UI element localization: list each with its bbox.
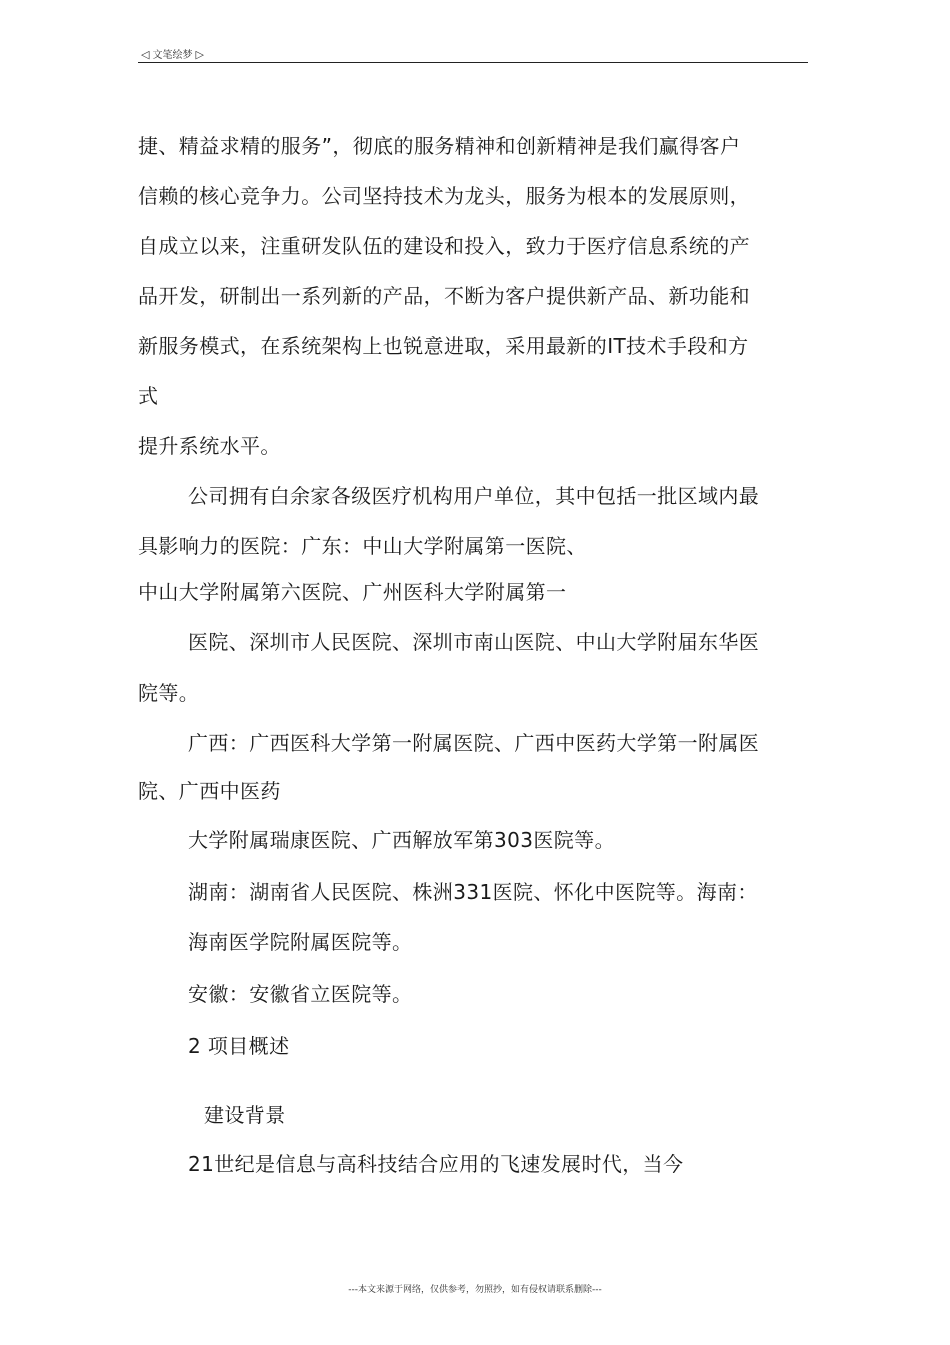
- paragraph-line: 提升系统水平。: [138, 434, 281, 458]
- paragraph-line: 海南医学院附属医院等。: [188, 930, 413, 954]
- paragraph-line: 中山大学附属第六医院、广州医科大学附属第一: [138, 580, 567, 604]
- paragraph-line: 大学附属瑞康医院、广西解放军第303医院等。: [188, 828, 615, 852]
- paragraph-line: 广西：广西医科大学第一附属医院、广西中医药大学第一附属医: [188, 731, 760, 755]
- paragraph-line: 院、广西中医药: [138, 779, 281, 803]
- paragraph-line: 信赖的核心竞争力。公司坚持技术为龙头，服务为根本的发展原则，: [138, 184, 750, 208]
- paragraph-line: 具影响力的医院：广东：中山大学附属第一医院、: [138, 534, 587, 558]
- right-triangle-icon: ▷: [195, 48, 204, 61]
- section-heading: 2 项目概述: [188, 1034, 290, 1058]
- paragraph-line: 21世纪是信息与高科技结合应用的飞速发展时代，当今: [188, 1152, 684, 1176]
- header-title: 文笔绘梦: [152, 50, 193, 61]
- page-footer: ---本文来源于网络，仅供参考，勿照抄，如有侵权请联系删除---: [348, 1285, 602, 1295]
- paragraph-line: 院等。: [138, 681, 200, 705]
- paragraph-line: 医院、深圳市人民医院、深圳市南山医院、中山大学附届东华医: [188, 630, 760, 654]
- paragraph-line: 湖南：湖南省人民医院、株洲331医院、怀化中医院等。海南：: [188, 880, 758, 904]
- paragraph-line: 捷、精益求精的服务”，彻底的服务精神和创新精神是我们赢得客户: [138, 134, 741, 158]
- paragraph-line: 式: [138, 384, 159, 408]
- left-triangle-icon: ◁: [141, 48, 150, 61]
- paragraph-line: 新服务模式，在系统架构上也锐意进取，采用最新的IT技术手段和方: [138, 334, 749, 358]
- paragraph-line: 安徽：安徽省立医院等。: [188, 982, 413, 1006]
- header-title-group: [138, 46, 207, 61]
- paragraph-line: 品开发，研制出一系列新的产品，不断为客户提供新产品、新功能和: [138, 284, 750, 308]
- page-header: [138, 44, 808, 63]
- paragraph-line: 公司拥有白余家各级医疗机构用户单位，其中包括一批区域内最: [188, 484, 760, 508]
- subsection-heading: 建设背景: [204, 1103, 286, 1127]
- paragraph-line: 自成立以来，注重研发队伍的建设和投入，致力于医疗信息系统的产: [138, 234, 750, 258]
